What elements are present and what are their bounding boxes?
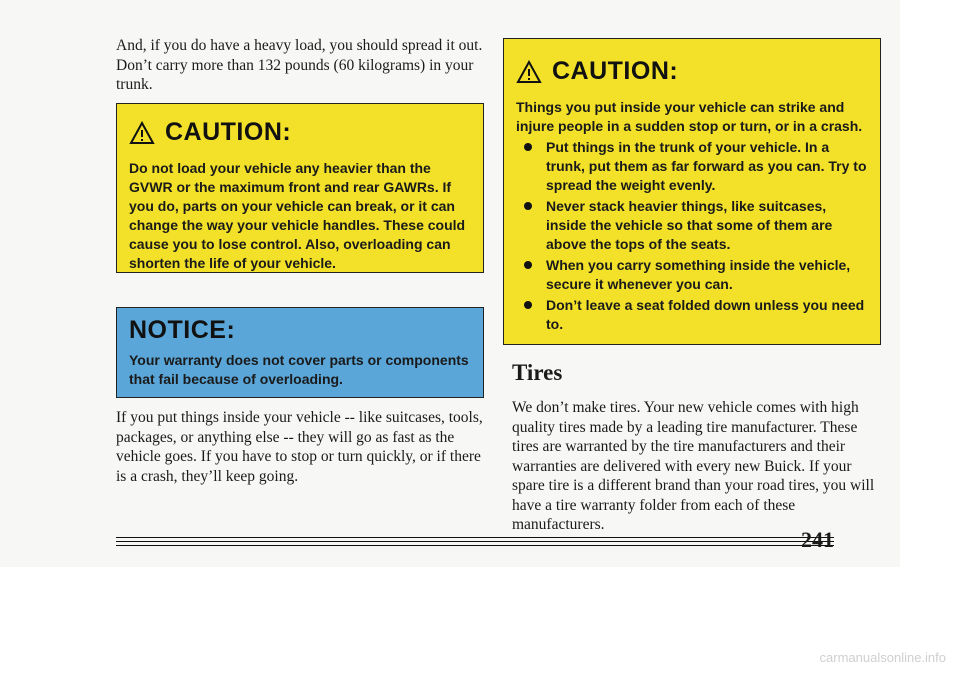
- tires-paragraph: We don’t make tires. Your new vehicle comes with high quality tires made by a leading tire manufacturer. These tires are warranted by the tire manufacturers and their warranties are delivered with every new Buick. If your spare tire is a different brand than your road tires, you will have a tire warranty folder from each of these manufacturers.: [512, 399, 875, 533]
- list-item: Never stack heavier things, like suitcases, inside the vehicle so that some of them are above the tops of the seats.: [516, 197, 870, 254]
- caution-header: [129, 118, 473, 147]
- page-number: 241: [801, 527, 834, 552]
- caution-header: [516, 57, 870, 86]
- warning-triangle-icon: [129, 121, 155, 145]
- list-item: When you carry something inside the vehicle, secure it whenever you can.: [516, 256, 870, 294]
- watermark: carmanualsonline.info: [819, 650, 946, 665]
- notice-text: Your warranty does not cover parts or components that fail because of overloading.: [129, 352, 469, 387]
- caution-box-cargo: [503, 38, 881, 345]
- notice-header: [129, 316, 473, 345]
- warning-triangle-icon: [516, 60, 542, 84]
- body-paragraph: If you put things inside your vehicle -- like suitcases, tools, packages, or anything else -- they will go as fast as the vehicle goes. If you have to stop or turn quickly, or if there is a crash, they’ll keep going.: [116, 409, 483, 485]
- tires-heading: Tires: [512, 360, 563, 385]
- notice-box: [116, 307, 484, 398]
- caution-title: CAUTION:: [552, 57, 679, 85]
- footer-rule: [116, 545, 834, 546]
- notice-title: NOTICE:: [129, 316, 236, 344]
- caution-text: Do not load your vehicle any heavier than the GVWR or the maximum front and rear GAWRs. If you do, parts on your vehicle can break, or it can change the way your vehicle handles. These could cause you to lose control. Also, overloading can shorten the life of your vehicle.: [129, 160, 466, 271]
- footer-rule: [116, 537, 834, 538]
- caution-bullet-list: [516, 138, 870, 334]
- list-item: Put things in the trunk of your vehicle. In a trunk, put them as far forward as you can. Try to spread the weight evenly.: [516, 138, 870, 195]
- footer-rule: [116, 541, 834, 542]
- caution-title: CAUTION:: [165, 118, 292, 146]
- intro-paragraph: And, if you do have a heavy load, you should spread it out. Don’t carry more than 132 pounds (60 kilograms) in your trunk.: [116, 37, 483, 93]
- caution-box-overloading: [116, 103, 484, 273]
- caution-intro: Things you put inside your vehicle can strike and injure people in a sudden stop or turn, or in a crash.: [516, 99, 863, 134]
- list-item: Don’t leave a seat folded down unless you need to.: [516, 296, 870, 334]
